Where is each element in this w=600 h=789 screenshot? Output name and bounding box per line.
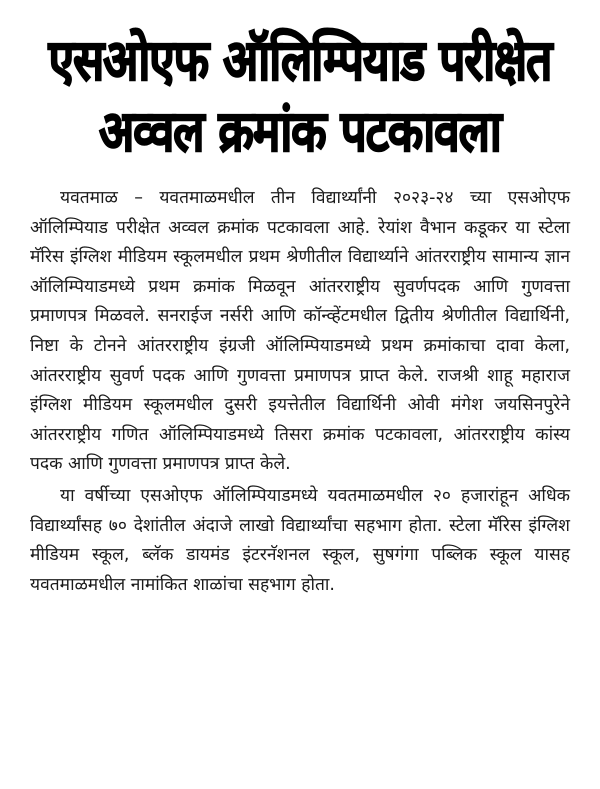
headline-line-1: एसओएफ ऑलिम्पियाड परीक्षेत [48,27,552,94]
article-paragraph-1: यवतमाळ – यवतमाळमधील तीन विद्यार्थ्यांनी २०२३-२४ च्या एसओएफ ऑलिम्पियाड परीक्षेत अव्वल क्रमांक पटकावला आहे. रेयांश वैभान कडूकर या स्टेला मॅरिस इंग्लिश मीडियम स्कूलमधील प्रथम श्रेणीतील विद्यार्थ्याने आंतरराष्ट्रीय सामान्य ज्ञान ऑलिम्पियाडमध्ये प्रथम क्रमांक मिळवून आंतरराष्ट्रीय सुवर्णपदक आणि गुणवत्ता प्रमाणपत्र मिळवले. सनराईज नर्सरी आणि कॉन्व्हेंटमधील द्वितीय श्रेणीतील विद्यार्थिनी, निष्टा के टोनने आंतरराष्ट्रीय इंग्रजी ऑलिम्पियाडमध्ये प्रथम क्रमांकाचा दावा केला, आंतरराष्ट्रीय सुवर्ण पदक आणि गुणवत्ता प्रमाणपत्र प्राप्त केले. राजश्री शाहू महाराज इंग्लिश मीडियम स्कूलमधील दुसरी इयत्तेतील विद्यार्थिनी ओवी मंगेश जयसिनपुरेने आंतरराष्ट्रीय गणित ऑलिम्पियाडमध्ये तिसरा क्रमांक पटकावला, आंतरराष्ट्रीय कांस्य पदक आणि गुणवत्ता प्रमाणपत्र प्राप्त केले. [30,188,570,475]
headline [30,26,570,165]
headline-line-2: अव्वल क्रमांक पटकावला [99,97,501,164]
article-body [30,184,570,600]
article-paragraph-2: या वर्षीच्या एसओएफ ऑलिम्पियाडमध्ये यवतमाळमधील २० हजारांहून अधिक विद्यार्थ्यांसह ७० देशांतील अंदाजे लाखो विद्यार्थ्यांचा सहभाग होता. स्टेला मॅरिस इंग्लिश मीडियम स्कूल, ब्लॅक डायमंड इंटरनॅशनल स्कूल, सुषगंगा पब्लिक स्कूल यासह यवतमाळमधील नामांकित शाळांचा सहभाग होता. [30,485,570,595]
